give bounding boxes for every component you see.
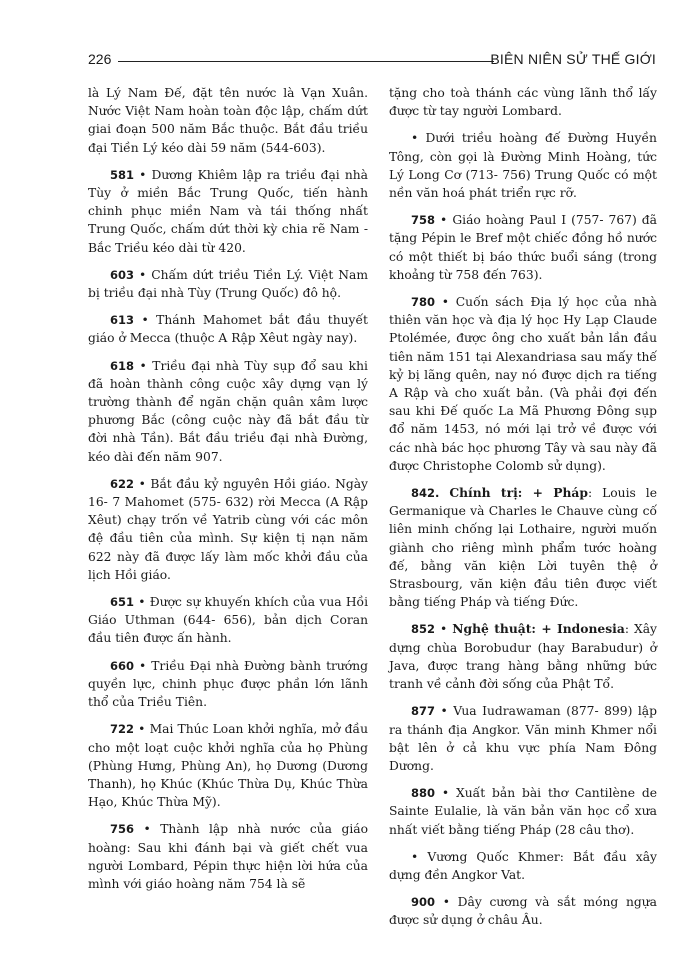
right-column bbox=[389, 84, 657, 939]
entry-780: 780 • Cuốn sách Địa lý học của nhà thiên văn học và địa lý học Hy Lạp Claude Ptolémée, được ông cho xuất bản lần đầu tiên năm 151 tại Alexandriasa sau mấy thế kỷ bị lãng quên, nay nó được dịch ra tiếng A Rập và cho xuất bản. (Và phải đợi đến sau khi Đế quốc La Mã Phương Đông sụp đổ năm 1453, nó mới lại trở về được với các nhà bác học phương Tây và sau này đã được Christophe Colomb sử dụng). bbox=[389, 295, 657, 473]
entry-khmer: • Vương Quốc Khmer: Bắt đầu xây dựng đền Angkor Vat. bbox=[389, 849, 657, 882]
entry-year: 780 bbox=[411, 295, 436, 310]
entry-842: 842. Chính trị: + Pháp: Louis le Germanique và Charles le Chauve cùng cố liên minh chống lại Lothaire, người muốn giành cho riêng mình phẩm tước hoàng đế, bằng văn kiện Lời tuyên thệ ở Strasbourg, văn kiện đầu tiên được viết bằng tiếng Pháp và tiếng Đức. bbox=[389, 485, 657, 610]
entry-text: Xây dựng chùa Borobudur (hay Barabudur) ở Java, được trang hàng bằng những bức tranh về cảnh đời sống của Phật Tổ. bbox=[389, 622, 657, 692]
entry-722: 722 • Mai Thúc Loan khởi nghĩa, mở đầu cho một loạt cuộc khởi nghĩa của họ Phùng (Phùng Hưng, Phùng An), họ Dương (Dương Thanh), họ Khúc (Khúc Thừa Dụ, Khúc Thừa Hạo, Khúc Thừa Mỹ). bbox=[88, 722, 368, 810]
entry-900: 900 • Dây cương và sắt móng ngựa được sử dụng ở châu Âu. bbox=[389, 895, 657, 928]
entry-text: Thánh Mahomet bắt đầu thuyết giáo ở Mecca (thuộc A Rập Xêut ngày nay). bbox=[88, 313, 368, 346]
entry-category: Chính trị: + Pháp bbox=[449, 485, 588, 501]
entry-660: 660 • Triều Đại nhà Đường bành trướng quyền lực, chinh phục được phần lớn lãnh thổ của Triều Tiên. bbox=[88, 658, 368, 710]
entry-tang-dynasty: • Dưới triều hoàng đế Đường Huyền Tông, còn gọi là Đường Minh Hoàng, tức Lý Long Cơ (713- 756) Trung Quốc có một nền văn hoá phát triển rực rỡ. bbox=[389, 131, 657, 201]
entry-651: 651 • Được sự khuyến khích của vua Hồi Giáo Uthman (644- 656), bản dịch Coran đầu tiên được ấn hành. bbox=[88, 595, 369, 646]
entry-year: 900 bbox=[411, 895, 436, 910]
page-number: 226 bbox=[88, 51, 112, 67]
entry-581: 581 • Dương Khiêm lập ra triều đại nhà Tùy ở miền Bắc Trung Quốc, tiến hành chinh phục miền Nam và tái thống nhất Trung Quốc, chấm dứt thời kỳ chia rẽ Nam - Bắc Triều kéo dài từ 420. bbox=[88, 167, 369, 255]
entry-852: 852 • Nghệ thuật: + Indonesia: Xây dựng chùa Borobudur (hay Barabudur) ở Java, được trang hàng bằng những bức tranh về cảnh đời sống của Phật Tổ. bbox=[389, 621, 657, 692]
header-rule bbox=[118, 61, 494, 62]
entry-603: 603 • Chấm dứt triều Tiền Lý. Việt Nam bị triều đại nhà Tùy (Trung Quốc) đô hộ. bbox=[88, 267, 369, 301]
entry-year: 722 bbox=[110, 722, 135, 737]
entry-text: là Lý Nam Đế, đặt tên nước là Vạn Xuân. Nước Việt Nam hoàn toàn độc lập, chấm dứt giai đoạn 500 năm Bắc thuộc. Bắt đầu triều đại Tiền Lý kéo dài 59 năm (544-603). bbox=[88, 86, 368, 155]
entry-text: Dưới triều hoàng đế Đường Huyền Tông, còn gọi là Đường Minh Hoàng, tức Lý Long Cơ (713- 756) Trung Quốc có một nền văn hoá phát triển rực rỡ. bbox=[389, 131, 657, 201]
entry-text: Louis le Germanique và Charles le Chauve cùng cố liên minh chống lại Lothaire, người muốn giành cho riêng mình phẩm tước hoàng đế, bằng văn kiện Lời tuyên thệ ở Strasbourg, văn kiện đầu tiên được viết bằng tiếng Pháp và tiếng Đức. bbox=[389, 486, 657, 610]
entry-text: Giáo hoàng Paul I (757- 767) đã tặng Pépin le Bref một chiếc đồng hồ nước có một thiết bị báo thức buổi sáng (trong khoảng từ 758 đến 763). bbox=[389, 213, 657, 282]
entry-880: 880 • Xuất bản bài thơ Cantilène de Sainte Eulalie, là văn bản văn học cổ xưa nhất viết bằng tiếng Pháp (28 câu thơ). bbox=[389, 786, 658, 837]
entry-year: 618 bbox=[110, 358, 135, 373]
entry-year: 880 bbox=[411, 786, 436, 801]
entry-continuation bbox=[389, 84, 657, 120]
entry-877: 877 • Vua Iudrawaman (877- 899) lập ra thánh địa Angkor. Văn minh Khmer nổi bật lên ở cả khu vực phía Nam Đông Dương. bbox=[389, 704, 657, 773]
entry-text: Bắt đầu kỷ nguyên Hồi giáo. Ngày 16- 7 Mahomet (575- 632) rời Mecca (A Rập Xêut) chạy trốn về Yatrib cùng với các môn đệ đầu tiên của mình. Sự kiện tị nạn năm 622 này đã được lấy làm mốc khởi đầu của lịch Hồi giáo. bbox=[88, 476, 368, 582]
entry-year: 842. bbox=[411, 486, 440, 501]
entry-year: 622 bbox=[110, 476, 135, 491]
entry-622: 622 • Bắt đầu kỷ nguyên Hồi giáo. Ngày 16- 7 Mahomet (575- 632) rời Mecca (A Rập Xêut) chạy trốn về Yatrib cùng với các môn đệ đầu tiên của mình. Sự kiện tị nạn năm 622 này đã được lấy làm mốc khởi đầu của lịch Hồi giáo. bbox=[88, 476, 368, 582]
entry-year: 877 bbox=[411, 704, 436, 719]
entry-text: Vua Iudrawaman (877- 899) lập ra thánh địa Angkor. Văn minh Khmer nổi bật lên ở cả khu vực phía Nam Đông Dương. bbox=[389, 704, 657, 773]
entry-756: 756 • Thành lập nhà nước của giáo hoàng: Sau khi đánh bại và giết chết vua người Lombard, Pépin thực hiện lời hứa của mình với giáo hoàng năm 754 là sẽ bbox=[88, 822, 368, 891]
entry-758: 758 • Giáo hoàng Paul I (757- 767) đã tặng Pépin le Bref một chiếc đồng hồ nước có một thiết bị báo thức buổi sáng (trong khoảng từ 758 đến 763). bbox=[389, 213, 657, 282]
entry-text: Triều đại nhà Tùy sụp đổ sau khi đã hoàn thành công cuộc xây dựng vạn lý trường thành để ngăn chặn quân xâm lược phương Bắc (công cuộc này đã bắt đầu từ đời nhà Tần). Bắt đầu triều đại nhà Đường, kéo dài đến năm 907. bbox=[88, 358, 368, 464]
entry-continuation bbox=[88, 84, 368, 157]
entry-618: 618 • Triều đại nhà Tùy sụp đổ sau khi đã hoàn thành công cuộc xây dựng vạn lý trường thành để ngăn chặn quân xâm lược phương Bắc (công cuộc này đã bắt đầu từ đời nhà Tần). Bắt đầu triều đại nhà Đường, kéo dài đến năm 907. bbox=[88, 358, 368, 464]
entry-text: Thành lập nhà nước của giáo hoàng: Sau khi đánh bại và giết chết vua người Lombard, Pépin thực hiện lời hứa của mình với giáo hoàng năm 754 là sẽ bbox=[88, 822, 368, 891]
running-header bbox=[88, 51, 656, 73]
entry-text: Cuốn sách Địa lý học của nhà thiên văn học và địa lý học Hy Lạp Claude Ptolémée, được ông cho xuất bản lần đầu tiên năm 151 tại Alexandriasa sau mấy thế kỷ bị lãng quên, nay nó được dịch ra tiếng A Rập và cho xuất bản. (Và phải đợi đến sau khi Đế quốc La Mã Phương Đông sụp đổ năm 1453, nó mới lại trở về được với các nhà bác học phương Tây và sau này đã được Christophe Colomb sử dụng). bbox=[389, 295, 657, 473]
left-column bbox=[88, 84, 368, 902]
entry-year: 852 bbox=[411, 622, 436, 637]
entry-year: 660 bbox=[110, 658, 135, 673]
entry-text: Xuất bản bài thơ Cantilène de Sainte Eulalie, là văn bản văn học cổ xưa nhất viết bằng tiếng Pháp (28 câu thơ). bbox=[389, 786, 658, 837]
entry-year: 613 bbox=[110, 313, 135, 328]
entry-text: Dây cương và sắt móng ngựa được sử dụng ở châu Âu. bbox=[389, 895, 657, 928]
entry-year: 651 bbox=[110, 595, 135, 610]
running-title: BIÊN NIÊN SỬ THẾ GIỚI bbox=[490, 51, 656, 67]
entry-text: Vương Quốc Khmer: Bắt đầu xây dựng đền Angkor Vat. bbox=[389, 849, 657, 882]
entry-year: 603 bbox=[110, 267, 135, 282]
entry-text: Được sự khuyến khích của vua Hồi Giáo Uthman (644- 656), bản dịch Coran đầu tiên được ấn hành. bbox=[88, 595, 369, 646]
entry-text: Triều Đại nhà Đường bành trướng quyền lực, chinh phục được phần lớn lãnh thổ của Triều Tiên. bbox=[88, 658, 368, 710]
entry-category: Nghệ thuật: + Indonesia bbox=[452, 621, 625, 637]
entry-text: tặng cho toà thánh các vùng lãnh thổ lấy được từ tay người Lombard. bbox=[389, 86, 657, 119]
entry-text: Dương Khiêm lập ra triều đại nhà Tùy ở miền Bắc Trung Quốc, tiến hành chinh phục miền Nam và tái thống nhất Trung Quốc, chấm dứt thời kỳ chia rẽ Nam - Bắc Triều kéo dài từ 420. bbox=[88, 167, 369, 255]
entry-year: 581 bbox=[110, 167, 135, 182]
entry-year: 758 bbox=[411, 213, 436, 228]
entry-613: 613 • Thánh Mahomet bắt đầu thuyết giáo ở Mecca (thuộc A Rập Xêut ngày nay). bbox=[88, 313, 368, 346]
entry-year: 756 bbox=[110, 822, 135, 837]
entry-text: Mai Thúc Loan khởi nghĩa, mở đầu cho một loạt cuộc khởi nghĩa của họ Phùng (Phùng Hưng, Phùng An), họ Dương (Dương Thanh), họ Khúc (Khúc Thừa Dụ, Khúc Thừa Hạo, Khúc Thừa Mỹ). bbox=[88, 722, 368, 810]
entry-text: Chấm dứt triều Tiền Lý. Việt Nam bị triều đại nhà Tùy (Trung Quốc) đô hộ. bbox=[88, 267, 369, 301]
